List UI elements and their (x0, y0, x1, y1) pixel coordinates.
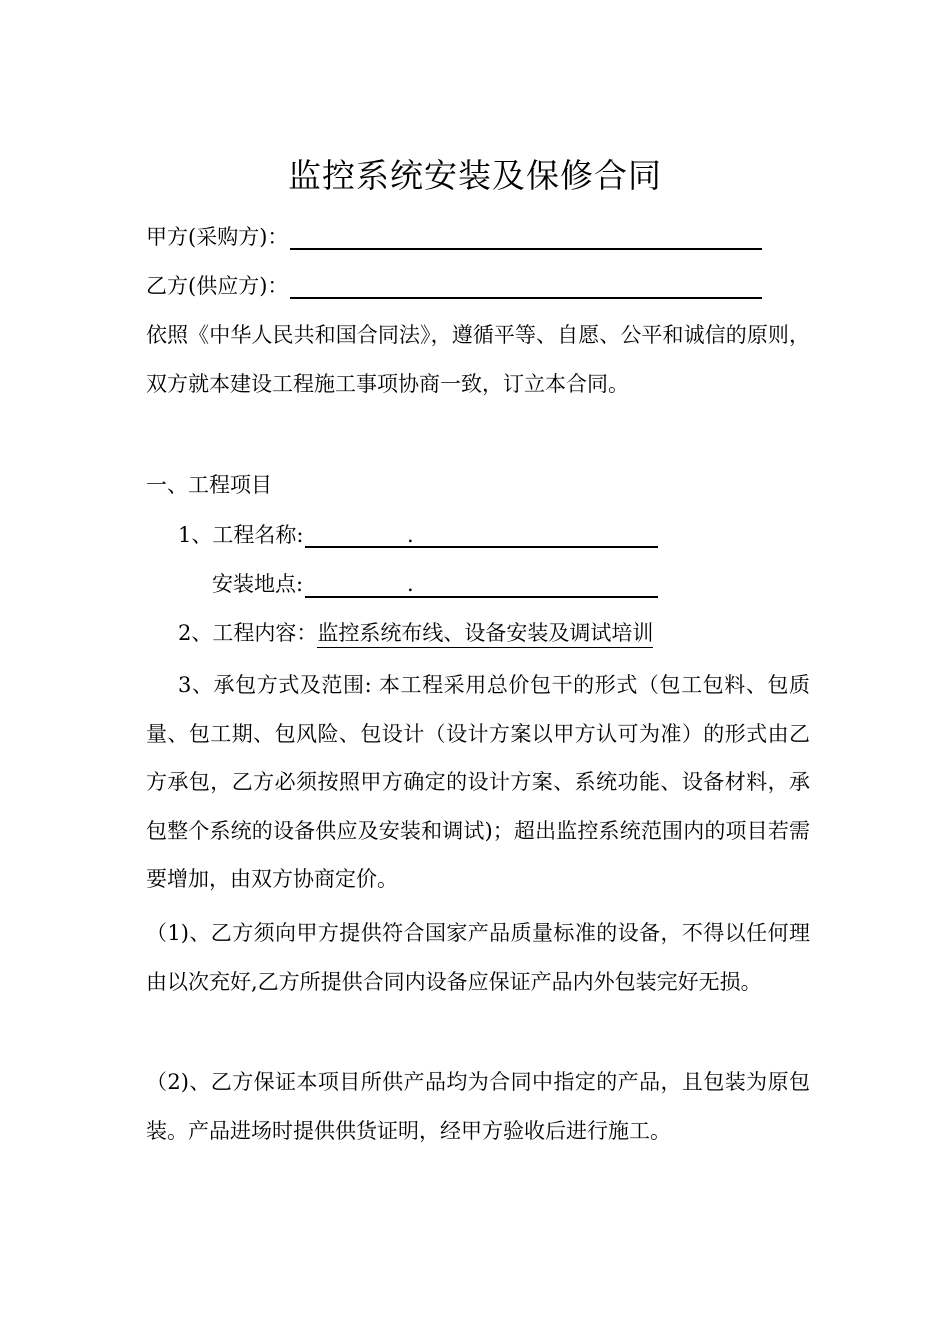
party-b-label: 乙方(供应方)： (146, 274, 289, 298)
project-content-value: 监控系统布线、设备安装及调试培训 (317, 621, 653, 648)
section-heading: 一、工程项目 (146, 473, 272, 497)
project-name-dot: . (407, 523, 414, 547)
party-b-blank (290, 297, 762, 299)
document-title: 监控系统安装及保修合同 (288, 156, 662, 195)
project-content-label: 2、工程内容： (178, 621, 318, 645)
preamble-paragraph: 依照《中华人民共和国合同法》，遵循平等、自愿、公平和诚信的原则，双方就本建设工程施工事项协商一致，订立本合同。 (146, 323, 810, 396)
install-location-label: 安装地点: (212, 572, 304, 596)
install-location-blank (305, 596, 658, 598)
party-a-blank (290, 248, 762, 250)
install-location-dot: . (407, 572, 414, 596)
clause-2-paragraph: （2)、乙方保证本项目所供产品均为合同中指定的产品，且包装为原包装。产品进场时提供供货证明，经甲方验收后进行施工。 (146, 1070, 810, 1143)
party-a-label: 甲方(采购方)： (146, 225, 289, 249)
project-name-label: 1、工程名称: (178, 523, 304, 547)
contract-scope-paragraph: 3、承包方式及范围: 本工程采用总价包干的形式（包工包料、包质量、包工期、包风险、包设计（设计方案以甲方认可为准）的形式由乙方承包，乙方必须按照甲方确定的设计方案、系统功能、设备材料，承包整个系统的设备供应及安装和调试)；超出监控系统范围内的项目若需要增加，由双方协商定价。 (146, 673, 810, 891)
clause-1-paragraph: （1)、乙方须向甲方提供符合国家产品质量标准的设备，不得以任何理由以次充好,乙方所提供合同内设备应保证产品内外包装完好无损。 (146, 921, 810, 994)
project-content-row (178, 618, 653, 648)
project-name-blank (305, 546, 658, 548)
